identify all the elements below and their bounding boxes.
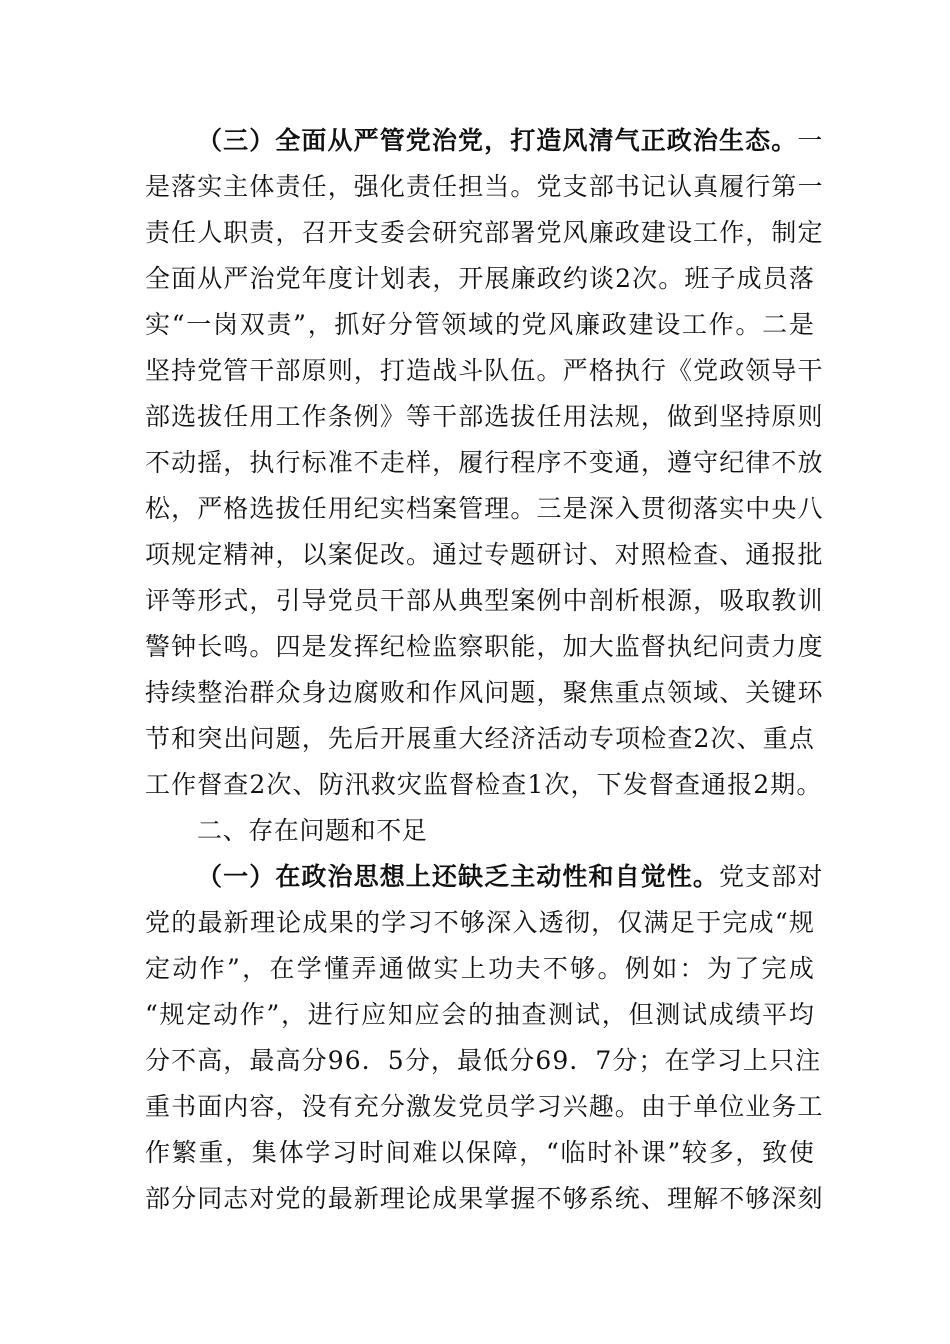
section-3-heading: （三）全面从严管党治党，打造风清气正政治生态。 [197, 126, 798, 155]
body-line: 项规定精神，以案促改。通过专题研讨、对照检查、通报批 [145, 540, 824, 569]
body-line: 松，严格选拔任用纪实档案管理。三是深入贯彻落实中央八 [145, 494, 824, 523]
subsection-1-text: 党支部对 [719, 862, 824, 891]
body-line: 评等形式，引导党员干部从典型案例中剖析根源，吸取教训 [145, 586, 824, 615]
body-line: 责任人职责，召开支委会研究部署党风廉政建设工作，制定 [145, 218, 824, 247]
body-line-last: 工作督查2次、防汛救灾监督检查1次，下发督查通报2期。 [145, 770, 823, 799]
body-line: 警钟长鸣。四是发挥纪检监察职能，加大监督执纪问责力度 [145, 632, 824, 661]
body-line: 持续整治群众身边腐败和作风问题，聚焦重点领域、关键环 [145, 678, 824, 707]
paragraph-subsection-1-first-line [145, 854, 824, 900]
body-line: 全面从严治党年度计划表，开展廉政约谈2次。班子成员落 [145, 264, 815, 293]
body-line: 部选拔任用工作条例》等干部选拔任用法规，做到坚持原则 [145, 402, 824, 431]
body-line: 重书面内容，没有充分激发党员学习兴趣。由于单位业务工 [145, 1092, 824, 1121]
body-line: 分不高，最高分96．5分，最低分69．7分；在学习上只注 [145, 1046, 822, 1075]
section-title-problems: 二、存在问题和不足 [197, 816, 428, 845]
body-line: 党的最新理论成果的学习不够深入透彻，仅满足于完成“规 [145, 908, 815, 937]
body-line: 不动摇，执行标准不走样，履行程序不变通，遵守纪律不放 [145, 448, 824, 477]
document-body [145, 118, 824, 1222]
body-line: 定动作”，在学懂弄通做实上功夫不够。例如：为了完成 [145, 954, 815, 983]
body-line: 部分同志对党的最新理论成果掌握不够系统、理解不够深刻 [145, 1184, 824, 1213]
body-line: “规定动作”，进行应知应会的抽查测试，但测试成绩平均 [145, 1000, 815, 1029]
body-line: 实“一岗双责”，抓好分管领域的党风廉政建设工作。二是 [145, 310, 815, 339]
section-3-text: 一 [797, 126, 824, 155]
body-line: 作繁重，集体学习时间难以保障，“临时补课”较多，致使 [145, 1138, 815, 1167]
subsection-1-heading: （一）在政治思想上还缺乏主动性和自觉性。 [197, 862, 720, 891]
body-line: 是落实主体责任，强化责任担当。党支部书记认真履行第一 [145, 172, 824, 201]
paragraph-section-3-first-line [145, 118, 824, 164]
body-line: 节和突出问题，先后开展重大经济活动专项检查2次、重点 [145, 724, 815, 753]
body-line: 坚持党管干部原则，打造战斗队伍。严格执行《党政领导干 [145, 356, 824, 385]
